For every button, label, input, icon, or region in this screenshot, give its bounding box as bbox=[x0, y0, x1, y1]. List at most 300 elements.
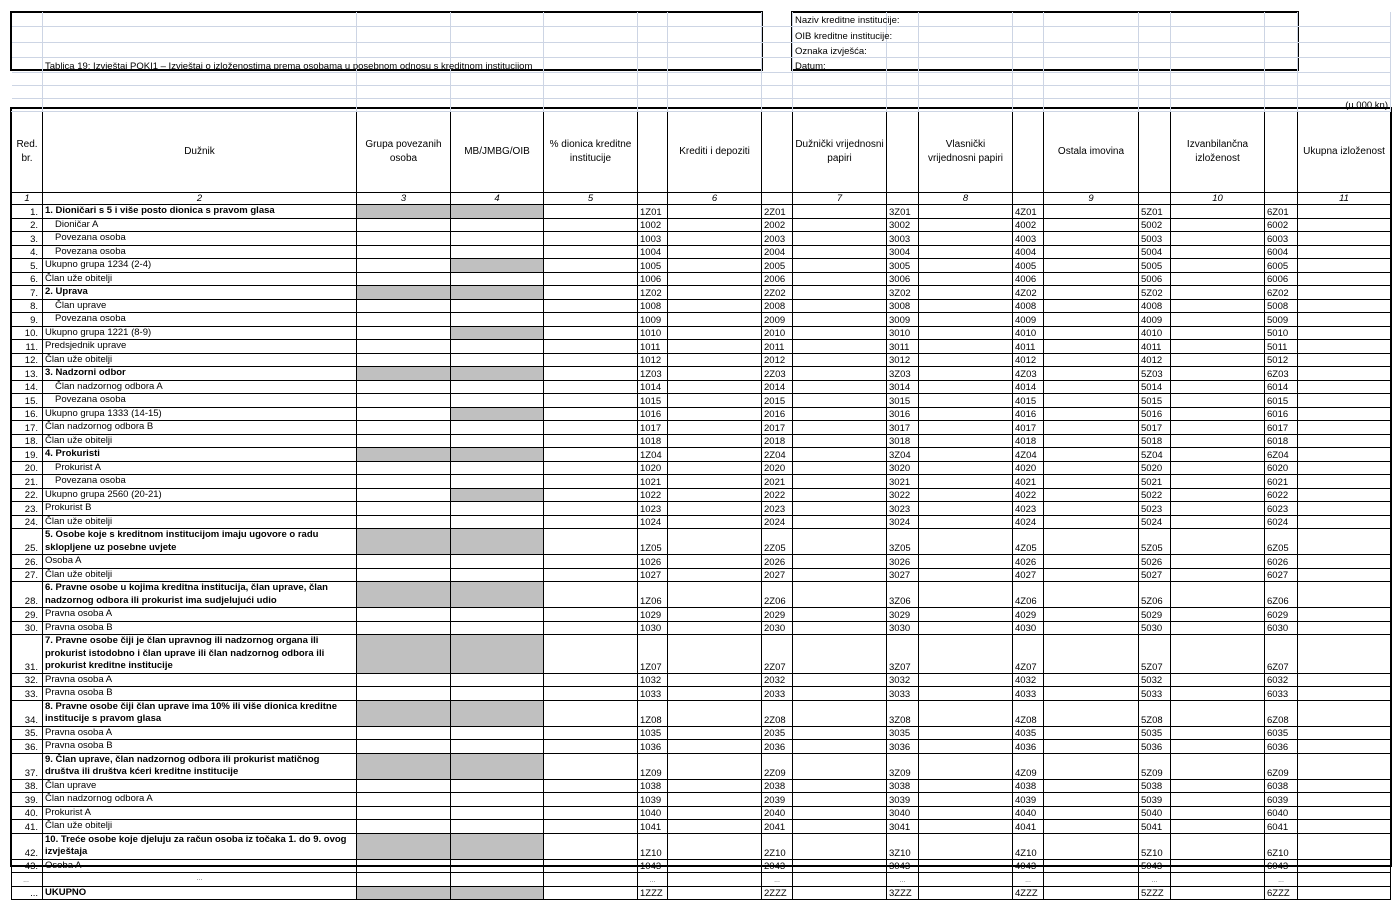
amount-cell-duznicki[interactable] bbox=[793, 502, 887, 516]
amount-cell-ostala[interactable] bbox=[1044, 232, 1139, 246]
amount-cell-ostala[interactable] bbox=[1044, 582, 1139, 608]
group-cell[interactable] bbox=[357, 502, 451, 516]
amount-cell-ostala[interactable] bbox=[1044, 218, 1139, 232]
group-cell[interactable] bbox=[357, 568, 451, 582]
group-cell[interactable] bbox=[357, 380, 451, 394]
amount-cell-ukupna[interactable] bbox=[1298, 380, 1391, 394]
amount-cell-duznicki[interactable] bbox=[793, 687, 887, 701]
group-cell[interactable] bbox=[357, 806, 451, 820]
amount-cell-izvanbilancna[interactable] bbox=[1171, 205, 1265, 219]
mb-jmbg-oib-cell[interactable] bbox=[451, 873, 544, 887]
amount-cell-krediti[interactable] bbox=[668, 582, 762, 608]
amount-cell-krediti[interactable] bbox=[668, 461, 762, 475]
mb-jmbg-oib-cell[interactable] bbox=[451, 245, 544, 259]
mb-jmbg-oib-cell[interactable] bbox=[451, 421, 544, 435]
share-percent-cell[interactable] bbox=[544, 448, 638, 462]
mb-jmbg-oib-cell[interactable] bbox=[451, 394, 544, 408]
amount-cell-ukupna[interactable] bbox=[1298, 434, 1391, 448]
mb-jmbg-oib-cell[interactable] bbox=[451, 687, 544, 701]
amount-cell-vlasnicki[interactable] bbox=[919, 753, 1013, 779]
amount-cell-vlasnicki[interactable] bbox=[919, 232, 1013, 246]
group-cell[interactable] bbox=[357, 394, 451, 408]
share-percent-cell[interactable] bbox=[544, 434, 638, 448]
group-cell[interactable] bbox=[357, 740, 451, 754]
amount-cell-krediti[interactable] bbox=[668, 700, 762, 726]
amount-cell-duznicki[interactable] bbox=[793, 515, 887, 529]
amount-cell-ostala[interactable] bbox=[1044, 820, 1139, 834]
amount-cell-ukupna[interactable] bbox=[1298, 502, 1391, 516]
amount-cell-ostala[interactable] bbox=[1044, 529, 1139, 555]
share-percent-cell[interactable] bbox=[544, 673, 638, 687]
amount-cell-izvanbilancna[interactable] bbox=[1171, 461, 1265, 475]
amount-cell-duznicki[interactable] bbox=[793, 555, 887, 569]
group-cell[interactable] bbox=[357, 326, 451, 340]
amount-cell-ukupna[interactable] bbox=[1298, 635, 1391, 674]
share-percent-cell[interactable] bbox=[544, 726, 638, 740]
amount-cell-ukupna[interactable] bbox=[1298, 740, 1391, 754]
amount-cell-vlasnicki[interactable] bbox=[919, 608, 1013, 622]
amount-cell-duznicki[interactable] bbox=[793, 434, 887, 448]
amount-cell-ukupna[interactable] bbox=[1298, 394, 1391, 408]
amount-cell-duznicki[interactable] bbox=[793, 367, 887, 381]
amount-cell-ostala[interactable] bbox=[1044, 873, 1139, 887]
amount-cell-krediti[interactable] bbox=[668, 740, 762, 754]
share-percent-cell[interactable] bbox=[544, 299, 638, 313]
amount-cell-vlasnicki[interactable] bbox=[919, 448, 1013, 462]
share-percent-cell[interactable] bbox=[544, 326, 638, 340]
amount-cell-duznicki[interactable] bbox=[793, 421, 887, 435]
amount-cell-krediti[interactable] bbox=[668, 434, 762, 448]
amount-cell-duznicki[interactable] bbox=[793, 259, 887, 273]
amount-cell-vlasnicki[interactable] bbox=[919, 820, 1013, 834]
amount-cell-vlasnicki[interactable] bbox=[919, 367, 1013, 381]
mb-jmbg-oib-cell[interactable] bbox=[451, 299, 544, 313]
amount-cell-izvanbilancna[interactable] bbox=[1171, 555, 1265, 569]
amount-cell-ukupna[interactable] bbox=[1298, 232, 1391, 246]
amount-cell-izvanbilancna[interactable] bbox=[1171, 367, 1265, 381]
amount-cell-krediti[interactable] bbox=[668, 502, 762, 516]
amount-cell-ostala[interactable] bbox=[1044, 793, 1139, 807]
amount-cell-duznicki[interactable] bbox=[793, 353, 887, 367]
amount-cell-duznicki[interactable] bbox=[793, 205, 887, 219]
amount-cell-izvanbilancna[interactable] bbox=[1171, 726, 1265, 740]
amount-cell-vlasnicki[interactable] bbox=[919, 779, 1013, 793]
share-percent-cell[interactable] bbox=[544, 313, 638, 327]
share-percent-cell[interactable] bbox=[544, 793, 638, 807]
amount-cell-izvanbilancna[interactable] bbox=[1171, 340, 1265, 354]
amount-cell-krediti[interactable] bbox=[668, 635, 762, 674]
amount-cell-ukupna[interactable] bbox=[1298, 753, 1391, 779]
amount-cell-izvanbilancna[interactable] bbox=[1171, 434, 1265, 448]
share-percent-cell[interactable] bbox=[544, 488, 638, 502]
amount-cell-ostala[interactable] bbox=[1044, 806, 1139, 820]
amount-cell-ukupna[interactable] bbox=[1298, 726, 1391, 740]
amount-cell-duznicki[interactable] bbox=[793, 726, 887, 740]
amount-cell-krediti[interactable] bbox=[668, 326, 762, 340]
amount-cell-ostala[interactable] bbox=[1044, 833, 1139, 859]
amount-cell-ukupna[interactable] bbox=[1298, 608, 1391, 622]
amount-cell-duznicki[interactable] bbox=[793, 218, 887, 232]
amount-cell-izvanbilancna[interactable] bbox=[1171, 833, 1265, 859]
amount-cell-duznicki[interactable] bbox=[793, 608, 887, 622]
share-percent-cell[interactable] bbox=[544, 529, 638, 555]
mb-jmbg-oib-cell[interactable] bbox=[451, 502, 544, 516]
amount-cell-ostala[interactable] bbox=[1044, 779, 1139, 793]
amount-cell-ukupna[interactable] bbox=[1298, 286, 1391, 300]
amount-cell-vlasnicki[interactable] bbox=[919, 353, 1013, 367]
mb-jmbg-oib-cell[interactable] bbox=[451, 608, 544, 622]
amount-cell-duznicki[interactable] bbox=[793, 394, 887, 408]
group-cell[interactable] bbox=[357, 434, 451, 448]
amount-cell-krediti[interactable] bbox=[668, 394, 762, 408]
amount-cell-krediti[interactable] bbox=[668, 833, 762, 859]
amount-cell-izvanbilancna[interactable] bbox=[1171, 873, 1265, 887]
amount-cell-izvanbilancna[interactable] bbox=[1171, 502, 1265, 516]
amount-cell-ukupna[interactable] bbox=[1298, 859, 1391, 873]
amount-cell-izvanbilancna[interactable] bbox=[1171, 259, 1265, 273]
amount-cell-vlasnicki[interactable] bbox=[919, 873, 1013, 887]
amount-cell-izvanbilancna[interactable] bbox=[1171, 272, 1265, 286]
group-cell[interactable] bbox=[357, 555, 451, 569]
group-cell[interactable] bbox=[357, 340, 451, 354]
amount-cell-ukupna[interactable] bbox=[1298, 407, 1391, 421]
amount-cell-krediti[interactable] bbox=[668, 806, 762, 820]
amount-cell-duznicki[interactable] bbox=[793, 833, 887, 859]
mb-jmbg-oib-cell[interactable] bbox=[451, 380, 544, 394]
share-percent-cell[interactable] bbox=[544, 555, 638, 569]
group-cell[interactable] bbox=[357, 621, 451, 635]
mb-jmbg-oib-cell[interactable] bbox=[451, 806, 544, 820]
amount-cell-izvanbilancna[interactable] bbox=[1171, 793, 1265, 807]
amount-cell-duznicki[interactable] bbox=[793, 299, 887, 313]
amount-cell-izvanbilancna[interactable] bbox=[1171, 886, 1265, 900]
share-percent-cell[interactable] bbox=[544, 286, 638, 300]
amount-cell-ukupna[interactable] bbox=[1298, 313, 1391, 327]
mb-jmbg-oib-cell[interactable] bbox=[451, 621, 544, 635]
mb-jmbg-oib-cell[interactable] bbox=[451, 779, 544, 793]
amount-cell-vlasnicki[interactable] bbox=[919, 488, 1013, 502]
share-percent-cell[interactable] bbox=[544, 873, 638, 887]
amount-cell-krediti[interactable] bbox=[668, 367, 762, 381]
amount-cell-ukupna[interactable] bbox=[1298, 793, 1391, 807]
group-cell[interactable] bbox=[357, 793, 451, 807]
amount-cell-duznicki[interactable] bbox=[793, 475, 887, 489]
amount-cell-izvanbilancna[interactable] bbox=[1171, 299, 1265, 313]
amount-cell-ukupna[interactable] bbox=[1298, 582, 1391, 608]
amount-cell-vlasnicki[interactable] bbox=[919, 886, 1013, 900]
share-percent-cell[interactable] bbox=[544, 272, 638, 286]
share-percent-cell[interactable] bbox=[544, 232, 638, 246]
amount-cell-izvanbilancna[interactable] bbox=[1171, 475, 1265, 489]
group-cell[interactable] bbox=[357, 299, 451, 313]
amount-cell-krediti[interactable] bbox=[668, 488, 762, 502]
amount-cell-krediti[interactable] bbox=[668, 272, 762, 286]
amount-cell-ukupna[interactable] bbox=[1298, 515, 1391, 529]
amount-cell-vlasnicki[interactable] bbox=[919, 621, 1013, 635]
share-percent-cell[interactable] bbox=[544, 740, 638, 754]
amount-cell-ostala[interactable] bbox=[1044, 299, 1139, 313]
amount-cell-vlasnicki[interactable] bbox=[919, 340, 1013, 354]
amount-cell-ostala[interactable] bbox=[1044, 886, 1139, 900]
amount-cell-krediti[interactable] bbox=[668, 515, 762, 529]
share-percent-cell[interactable] bbox=[544, 502, 638, 516]
amount-cell-duznicki[interactable] bbox=[793, 313, 887, 327]
mb-jmbg-oib-cell[interactable] bbox=[451, 313, 544, 327]
amount-cell-izvanbilancna[interactable] bbox=[1171, 407, 1265, 421]
group-cell[interactable] bbox=[357, 353, 451, 367]
amount-cell-ostala[interactable] bbox=[1044, 740, 1139, 754]
group-cell[interactable] bbox=[357, 820, 451, 834]
mb-jmbg-oib-cell[interactable] bbox=[451, 461, 544, 475]
amount-cell-krediti[interactable] bbox=[668, 245, 762, 259]
amount-cell-krediti[interactable] bbox=[668, 205, 762, 219]
amount-cell-vlasnicki[interactable] bbox=[919, 218, 1013, 232]
mb-jmbg-oib-cell[interactable] bbox=[451, 793, 544, 807]
amount-cell-krediti[interactable] bbox=[668, 555, 762, 569]
amount-cell-krediti[interactable] bbox=[668, 353, 762, 367]
amount-cell-izvanbilancna[interactable] bbox=[1171, 779, 1265, 793]
share-percent-cell[interactable] bbox=[544, 608, 638, 622]
share-percent-cell[interactable] bbox=[544, 779, 638, 793]
amount-cell-ostala[interactable] bbox=[1044, 635, 1139, 674]
amount-cell-duznicki[interactable] bbox=[793, 753, 887, 779]
amount-cell-krediti[interactable] bbox=[668, 608, 762, 622]
amount-cell-vlasnicki[interactable] bbox=[919, 205, 1013, 219]
share-percent-cell[interactable] bbox=[544, 367, 638, 381]
amount-cell-izvanbilancna[interactable] bbox=[1171, 421, 1265, 435]
share-percent-cell[interactable] bbox=[544, 820, 638, 834]
share-percent-cell[interactable] bbox=[544, 259, 638, 273]
share-percent-cell[interactable] bbox=[544, 700, 638, 726]
amount-cell-duznicki[interactable] bbox=[793, 779, 887, 793]
amount-cell-izvanbilancna[interactable] bbox=[1171, 820, 1265, 834]
amount-cell-ostala[interactable] bbox=[1044, 421, 1139, 435]
amount-cell-izvanbilancna[interactable] bbox=[1171, 326, 1265, 340]
mb-jmbg-oib-cell[interactable] bbox=[451, 726, 544, 740]
amount-cell-ukupna[interactable] bbox=[1298, 673, 1391, 687]
share-percent-cell[interactable] bbox=[544, 568, 638, 582]
mb-jmbg-oib-cell[interactable] bbox=[451, 218, 544, 232]
share-percent-cell[interactable] bbox=[544, 353, 638, 367]
amount-cell-krediti[interactable] bbox=[668, 313, 762, 327]
amount-cell-ostala[interactable] bbox=[1044, 448, 1139, 462]
amount-cell-duznicki[interactable] bbox=[793, 407, 887, 421]
amount-cell-izvanbilancna[interactable] bbox=[1171, 380, 1265, 394]
amount-cell-vlasnicki[interactable] bbox=[919, 700, 1013, 726]
amount-cell-ukupna[interactable] bbox=[1298, 448, 1391, 462]
group-cell[interactable] bbox=[357, 488, 451, 502]
share-percent-cell[interactable] bbox=[544, 461, 638, 475]
group-cell[interactable] bbox=[357, 859, 451, 873]
amount-cell-izvanbilancna[interactable] bbox=[1171, 753, 1265, 779]
amount-cell-duznicki[interactable] bbox=[793, 286, 887, 300]
group-cell[interactable] bbox=[357, 218, 451, 232]
amount-cell-vlasnicki[interactable] bbox=[919, 793, 1013, 807]
amount-cell-ukupna[interactable] bbox=[1298, 621, 1391, 635]
mb-jmbg-oib-cell[interactable] bbox=[451, 740, 544, 754]
amount-cell-duznicki[interactable] bbox=[793, 873, 887, 887]
amount-cell-izvanbilancna[interactable] bbox=[1171, 740, 1265, 754]
amount-cell-izvanbilancna[interactable] bbox=[1171, 448, 1265, 462]
share-percent-cell[interactable] bbox=[544, 475, 638, 489]
amount-cell-krediti[interactable] bbox=[668, 779, 762, 793]
group-cell[interactable] bbox=[357, 873, 451, 887]
amount-cell-vlasnicki[interactable] bbox=[919, 272, 1013, 286]
amount-cell-vlasnicki[interactable] bbox=[919, 286, 1013, 300]
amount-cell-ostala[interactable] bbox=[1044, 726, 1139, 740]
share-percent-cell[interactable] bbox=[544, 621, 638, 635]
amount-cell-vlasnicki[interactable] bbox=[919, 726, 1013, 740]
mb-jmbg-oib-cell[interactable] bbox=[451, 434, 544, 448]
group-cell[interactable] bbox=[357, 608, 451, 622]
amount-cell-krediti[interactable] bbox=[668, 340, 762, 354]
amount-cell-vlasnicki[interactable] bbox=[919, 502, 1013, 516]
amount-cell-ukupna[interactable] bbox=[1298, 833, 1391, 859]
amount-cell-izvanbilancna[interactable] bbox=[1171, 568, 1265, 582]
amount-cell-ostala[interactable] bbox=[1044, 461, 1139, 475]
amount-cell-krediti[interactable] bbox=[668, 448, 762, 462]
amount-cell-vlasnicki[interactable] bbox=[919, 245, 1013, 259]
share-percent-cell[interactable] bbox=[544, 582, 638, 608]
amount-cell-vlasnicki[interactable] bbox=[919, 313, 1013, 327]
amount-cell-vlasnicki[interactable] bbox=[919, 635, 1013, 674]
mb-jmbg-oib-cell[interactable] bbox=[451, 859, 544, 873]
group-cell[interactable] bbox=[357, 726, 451, 740]
amount-cell-vlasnicki[interactable] bbox=[919, 259, 1013, 273]
amount-cell-ukupna[interactable] bbox=[1298, 272, 1391, 286]
amount-cell-vlasnicki[interactable] bbox=[919, 434, 1013, 448]
amount-cell-vlasnicki[interactable] bbox=[919, 687, 1013, 701]
amount-cell-vlasnicki[interactable] bbox=[919, 421, 1013, 435]
amount-cell-ostala[interactable] bbox=[1044, 380, 1139, 394]
amount-cell-izvanbilancna[interactable] bbox=[1171, 488, 1265, 502]
amount-cell-ostala[interactable] bbox=[1044, 394, 1139, 408]
amount-cell-ostala[interactable] bbox=[1044, 434, 1139, 448]
amount-cell-krediti[interactable] bbox=[668, 232, 762, 246]
amount-cell-ostala[interactable] bbox=[1044, 502, 1139, 516]
mb-jmbg-oib-cell[interactable] bbox=[451, 568, 544, 582]
info-value-field[interactable] bbox=[887, 57, 919, 72]
amount-cell-duznicki[interactable] bbox=[793, 806, 887, 820]
amount-cell-duznicki[interactable] bbox=[793, 582, 887, 608]
amount-cell-vlasnicki[interactable] bbox=[919, 555, 1013, 569]
amount-cell-duznicki[interactable] bbox=[793, 380, 887, 394]
amount-cell-krediti[interactable] bbox=[668, 380, 762, 394]
amount-cell-krediti[interactable] bbox=[668, 873, 762, 887]
amount-cell-vlasnicki[interactable] bbox=[919, 740, 1013, 754]
share-percent-cell[interactable] bbox=[544, 753, 638, 779]
group-cell[interactable] bbox=[357, 515, 451, 529]
group-cell[interactable] bbox=[357, 232, 451, 246]
amount-cell-duznicki[interactable] bbox=[793, 529, 887, 555]
amount-cell-ostala[interactable] bbox=[1044, 286, 1139, 300]
share-percent-cell[interactable] bbox=[544, 340, 638, 354]
amount-cell-izvanbilancna[interactable] bbox=[1171, 673, 1265, 687]
amount-cell-ostala[interactable] bbox=[1044, 673, 1139, 687]
amount-cell-ukupna[interactable] bbox=[1298, 421, 1391, 435]
mb-jmbg-oib-cell[interactable] bbox=[451, 340, 544, 354]
amount-cell-izvanbilancna[interactable] bbox=[1171, 582, 1265, 608]
amount-cell-ostala[interactable] bbox=[1044, 313, 1139, 327]
amount-cell-ostala[interactable] bbox=[1044, 687, 1139, 701]
amount-cell-ukupna[interactable] bbox=[1298, 820, 1391, 834]
amount-cell-vlasnicki[interactable] bbox=[919, 299, 1013, 313]
group-cell[interactable] bbox=[357, 673, 451, 687]
amount-cell-izvanbilancna[interactable] bbox=[1171, 515, 1265, 529]
amount-cell-duznicki[interactable] bbox=[793, 272, 887, 286]
amount-cell-duznicki[interactable] bbox=[793, 673, 887, 687]
amount-cell-ostala[interactable] bbox=[1044, 475, 1139, 489]
share-percent-cell[interactable] bbox=[544, 394, 638, 408]
group-cell[interactable] bbox=[357, 475, 451, 489]
amount-cell-ostala[interactable] bbox=[1044, 407, 1139, 421]
mb-jmbg-oib-cell[interactable] bbox=[451, 353, 544, 367]
amount-cell-izvanbilancna[interactable] bbox=[1171, 286, 1265, 300]
amount-cell-ukupna[interactable] bbox=[1298, 218, 1391, 232]
amount-cell-krediti[interactable] bbox=[668, 886, 762, 900]
group-cell[interactable] bbox=[357, 421, 451, 435]
share-percent-cell[interactable] bbox=[544, 245, 638, 259]
amount-cell-ukupna[interactable] bbox=[1298, 461, 1391, 475]
amount-cell-duznicki[interactable] bbox=[793, 448, 887, 462]
amount-cell-duznicki[interactable] bbox=[793, 886, 887, 900]
amount-cell-ukupna[interactable] bbox=[1298, 873, 1391, 887]
amount-cell-vlasnicki[interactable] bbox=[919, 394, 1013, 408]
amount-cell-ostala[interactable] bbox=[1044, 608, 1139, 622]
amount-cell-ukupna[interactable] bbox=[1298, 245, 1391, 259]
group-cell[interactable] bbox=[357, 407, 451, 421]
group-cell[interactable] bbox=[357, 461, 451, 475]
amount-cell-duznicki[interactable] bbox=[793, 740, 887, 754]
amount-cell-duznicki[interactable] bbox=[793, 232, 887, 246]
amount-cell-krediti[interactable] bbox=[668, 421, 762, 435]
amount-cell-ostala[interactable] bbox=[1044, 488, 1139, 502]
amount-cell-ukupna[interactable] bbox=[1298, 568, 1391, 582]
amount-cell-ukupna[interactable] bbox=[1298, 886, 1391, 900]
amount-cell-vlasnicki[interactable] bbox=[919, 582, 1013, 608]
amount-cell-krediti[interactable] bbox=[668, 793, 762, 807]
amount-cell-vlasnicki[interactable] bbox=[919, 529, 1013, 555]
amount-cell-ostala[interactable] bbox=[1044, 515, 1139, 529]
amount-cell-krediti[interactable] bbox=[668, 286, 762, 300]
share-percent-cell[interactable] bbox=[544, 515, 638, 529]
amount-cell-ostala[interactable] bbox=[1044, 753, 1139, 779]
amount-cell-vlasnicki[interactable] bbox=[919, 326, 1013, 340]
amount-cell-vlasnicki[interactable] bbox=[919, 859, 1013, 873]
amount-cell-ukupna[interactable] bbox=[1298, 779, 1391, 793]
amount-cell-vlasnicki[interactable] bbox=[919, 515, 1013, 529]
share-percent-cell[interactable] bbox=[544, 635, 638, 674]
amount-cell-izvanbilancna[interactable] bbox=[1171, 635, 1265, 674]
amount-cell-duznicki[interactable] bbox=[793, 326, 887, 340]
amount-cell-izvanbilancna[interactable] bbox=[1171, 353, 1265, 367]
share-percent-cell[interactable] bbox=[544, 833, 638, 859]
share-percent-cell[interactable] bbox=[544, 687, 638, 701]
amount-cell-izvanbilancna[interactable] bbox=[1171, 687, 1265, 701]
amount-cell-krediti[interactable] bbox=[668, 726, 762, 740]
amount-cell-ukupna[interactable] bbox=[1298, 205, 1391, 219]
mb-jmbg-oib-cell[interactable] bbox=[451, 272, 544, 286]
amount-cell-ostala[interactable] bbox=[1044, 568, 1139, 582]
amount-cell-ostala[interactable] bbox=[1044, 353, 1139, 367]
amount-cell-izvanbilancna[interactable] bbox=[1171, 245, 1265, 259]
amount-cell-ostala[interactable] bbox=[1044, 859, 1139, 873]
amount-cell-krediti[interactable] bbox=[668, 218, 762, 232]
amount-cell-ostala[interactable] bbox=[1044, 205, 1139, 219]
amount-cell-izvanbilancna[interactable] bbox=[1171, 806, 1265, 820]
share-percent-cell[interactable] bbox=[544, 421, 638, 435]
amount-cell-vlasnicki[interactable] bbox=[919, 380, 1013, 394]
